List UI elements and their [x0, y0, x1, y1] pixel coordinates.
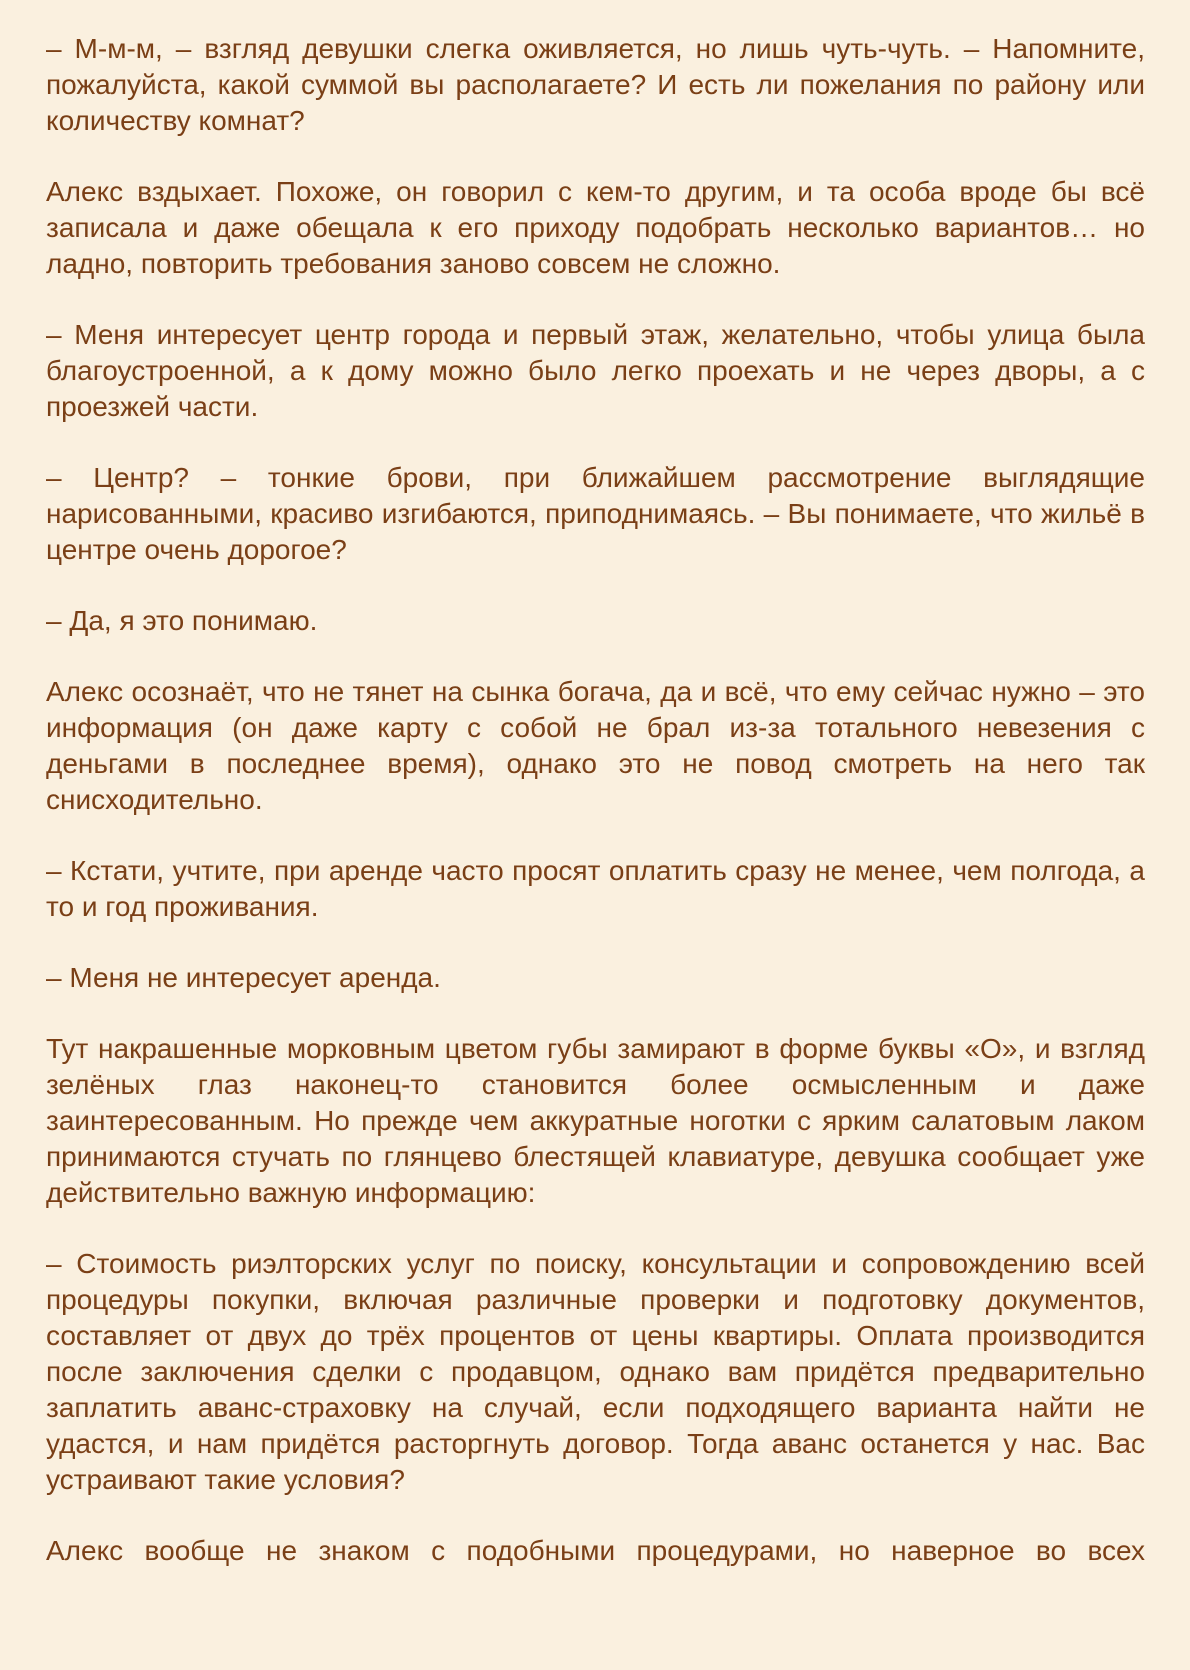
paragraph: Тут накрашенные морковным цветом губы замирают в форме буквы «О», и взгляд зелёных глаз наконец-то становится более осмысленным и даже заинтересованным. Но прежде чем аккуратные ноготки с ярким салатовым лаком принимаются стучать по глянцево блестящей клавиатуре, девушка сообщает уже действительно важную информацию: — [46, 1033, 1145, 1208]
paragraph: – М-м-м, – взгляд девушки слегка оживляется, но лишь чуть-чуть. – Напомните, пожалуйста, какой суммой вы располагаете? И есть ли пожелания по району или количеству комнат? — [46, 33, 1145, 136]
paragraph: – Кстати, учтите, при аренде часто просят оплатить сразу не менее, чем полгода, а то и год проживания. — [46, 855, 1145, 922]
paragraph: Алекс вздыхает. Похоже, он говорил с кем-то другим, и та особа вроде бы всё записала и даже обещала к его приходу подобрать несколько вариантов… но ладно, повторить требования заново совсем не сложно. — [46, 176, 1145, 279]
paragraph: Алекс вообще не знаком с подобными процедурами, но наверное во всех — [46, 1535, 1145, 1566]
paragraph: – Меня интересует центр города и первый этаж, желательно, чтобы улица была благоустроенной, а к дому можно было легко проехать и не через дворы, а с проезжей части. — [46, 319, 1145, 422]
paragraph: – Центр? – тонкие брови, при ближайшем рассмотрение выглядящие нарисованными, красиво изгибаются, приподнимаясь. – Вы понимаете, что жильё в центре очень дорогое? — [46, 462, 1145, 565]
paragraph: Алекс осознаёт, что не тянет на сынка богача, да и всё, что ему сейчас нужно – это информация (он даже карту с собой не брал из-за тотального невезения с деньгами в последнее время), однако это не повод смотреть на него так снисходительно. — [46, 676, 1145, 815]
paragraph: – Стоимость риэлторских услуг по поиску, консультации и сопровождению всей процедуры покупки, включая различные проверки и подготовку документов, составляет от двух до трёх процентов от цены квартиры. Оплата производится после заключения сделки с продавцом, однако вам придётся предварительно заплатить аванс-страховку на случай, если подходящего варианта найти не удастся, и нам придётся расторгнуть договор. Тогда аванс останется у нас. Вас устраивают такие условия? — [46, 1248, 1145, 1495]
paragraph: – Меня не интересует аренда. — [46, 962, 441, 993]
paragraph: – Да, я это понимаю. — [46, 605, 318, 636]
